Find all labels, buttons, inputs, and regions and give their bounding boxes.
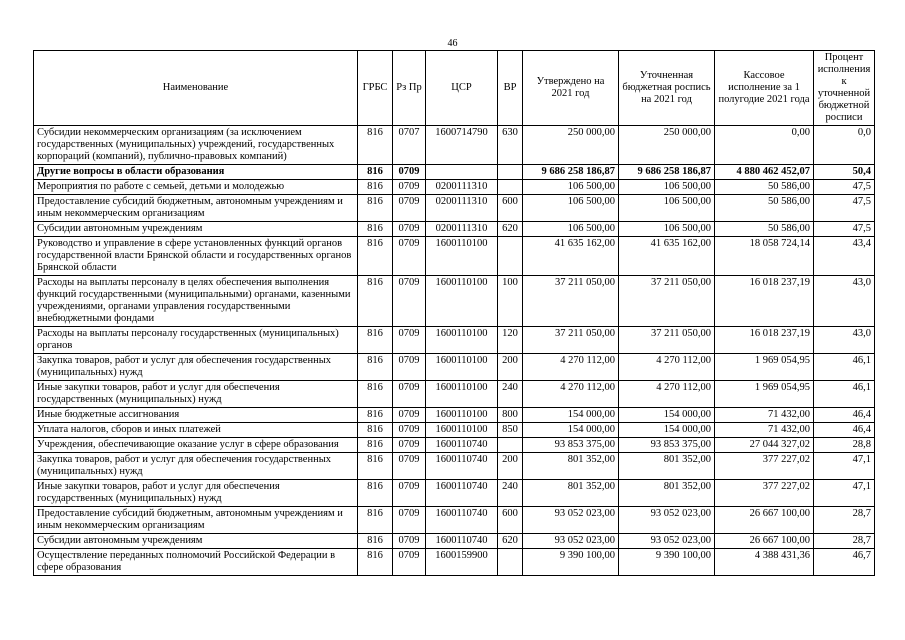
cell-cash: 50 586,00 <box>715 195 814 222</box>
cell-refined: 106 500,00 <box>619 180 715 195</box>
cell-cash: 1 969 054,95 <box>715 381 814 408</box>
cell-approved: 154 000,00 <box>523 408 619 423</box>
cell-name: Субсидии автономным учреждениям <box>34 222 358 237</box>
header-name: Наименование <box>34 51 358 126</box>
cell-percent: 0,0 <box>814 126 875 165</box>
table-row <box>34 354 875 381</box>
cell-refined: 250 000,00 <box>619 126 715 165</box>
header-csr: ЦСР <box>426 51 498 126</box>
cell-name: Руководство и управление в сфере установленных функций органов государственной власти Брянской области и государственных органов Брянской области <box>34 237 358 276</box>
cell-cash: 71 432,00 <box>715 423 814 438</box>
cell-cash: 18 058 724,14 <box>715 237 814 276</box>
header-vr: ВР <box>498 51 523 126</box>
cell-vr: 620 <box>498 222 523 237</box>
cell-rzpr: 0709 <box>393 408 426 423</box>
cell-approved: 9 686 258 186,87 <box>523 165 619 180</box>
cell-rzpr: 0709 <box>393 354 426 381</box>
table-row <box>34 276 875 327</box>
cell-vr: 200 <box>498 354 523 381</box>
table-row <box>34 480 875 507</box>
cell-vr: 800 <box>498 408 523 423</box>
cell-name: Мероприятия по работе с семьей, детьми и молодежью <box>34 180 358 195</box>
header-percent: Процент исполнения к уточненной бюджетной росписи <box>814 51 875 126</box>
cell-csr: 1600110740 <box>426 453 498 480</box>
cell-cash: 377 227,02 <box>715 480 814 507</box>
cell-cash: 26 667 100,00 <box>715 507 814 534</box>
cell-percent: 46,1 <box>814 381 875 408</box>
cell-name: Субсидии автономным учреждениям <box>34 534 358 549</box>
cell-vr: 850 <box>498 423 523 438</box>
cell-cash: 4 388 431,36 <box>715 549 814 576</box>
cell-rzpr: 0709 <box>393 276 426 327</box>
cell-percent: 43,0 <box>814 327 875 354</box>
cell-csr: 1600110100 <box>426 381 498 408</box>
cell-vr <box>498 180 523 195</box>
cell-vr: 240 <box>498 381 523 408</box>
cell-refined: 9 390 100,00 <box>619 549 715 576</box>
cell-grbs: 816 <box>358 195 393 222</box>
cell-percent: 46,7 <box>814 549 875 576</box>
cell-rzpr: 0709 <box>393 180 426 195</box>
cell-refined: 106 500,00 <box>619 222 715 237</box>
cell-rzpr: 0709 <box>393 423 426 438</box>
cell-rzpr: 0709 <box>393 381 426 408</box>
cell-cash: 1 969 054,95 <box>715 354 814 381</box>
cell-csr: 1600110740 <box>426 507 498 534</box>
cell-approved: 801 352,00 <box>523 480 619 507</box>
cell-name: Иные закупки товаров, работ и услуг для обеспечения государственных (муниципальных) нужд <box>34 381 358 408</box>
table-row <box>34 507 875 534</box>
table-row <box>34 195 875 222</box>
cell-vr: 240 <box>498 480 523 507</box>
cell-vr <box>498 237 523 276</box>
table-row <box>34 237 875 276</box>
cell-name: Закупка товаров, работ и услуг для обеспечения государственных (муниципальных) нужд <box>34 354 358 381</box>
cell-refined: 801 352,00 <box>619 480 715 507</box>
cell-cash: 50 586,00 <box>715 222 814 237</box>
cell-cash: 26 667 100,00 <box>715 534 814 549</box>
cell-name: Учреждения, обеспечивающие оказание услуг в сфере образования <box>34 438 358 453</box>
cell-vr: 120 <box>498 327 523 354</box>
table-row <box>34 222 875 237</box>
cell-name: Закупка товаров, работ и услуг для обеспечения государственных (муниципальных) нужд <box>34 453 358 480</box>
cell-rzpr: 0709 <box>393 549 426 576</box>
cell-rzpr: 0709 <box>393 480 426 507</box>
cell-cash: 71 432,00 <box>715 408 814 423</box>
cell-percent: 46,4 <box>814 408 875 423</box>
cell-rzpr: 0709 <box>393 195 426 222</box>
table-row <box>34 438 875 453</box>
cell-csr: 1600110100 <box>426 423 498 438</box>
cell-grbs: 816 <box>358 276 393 327</box>
cell-rzpr: 0709 <box>393 507 426 534</box>
cell-refined: 93 853 375,00 <box>619 438 715 453</box>
cell-percent: 28,7 <box>814 534 875 549</box>
cell-vr <box>498 165 523 180</box>
cell-percent: 50,4 <box>814 165 875 180</box>
cell-name: Расходы на выплаты персоналу в целях обеспечения выполнения функций государственными (муниципальными) органами, казенными учреждениями, органами управления государственными внебюджетными фондами <box>34 276 358 327</box>
cell-grbs: 816 <box>358 165 393 180</box>
table-body <box>34 126 875 576</box>
cell-name: Предоставление субсидий бюджетным, автономным учреждениям и иным некоммерческим организациям <box>34 195 358 222</box>
cell-refined: 9 686 258 186,87 <box>619 165 715 180</box>
cell-approved: 154 000,00 <box>523 423 619 438</box>
cell-grbs: 816 <box>358 423 393 438</box>
cell-grbs: 816 <box>358 180 393 195</box>
cell-approved: 93 853 375,00 <box>523 438 619 453</box>
cell-percent: 43,0 <box>814 276 875 327</box>
cell-refined: 41 635 162,00 <box>619 237 715 276</box>
cell-rzpr: 0709 <box>393 222 426 237</box>
cell-cash: 4 880 462 452,07 <box>715 165 814 180</box>
cell-csr <box>426 165 498 180</box>
cell-rzpr: 0709 <box>393 237 426 276</box>
cell-grbs: 816 <box>358 354 393 381</box>
cell-approved: 9 390 100,00 <box>523 549 619 576</box>
cell-refined: 93 052 023,00 <box>619 507 715 534</box>
cell-approved: 41 635 162,00 <box>523 237 619 276</box>
cell-percent: 46,4 <box>814 423 875 438</box>
cell-grbs: 816 <box>358 126 393 165</box>
cell-grbs: 816 <box>358 237 393 276</box>
cell-refined: 4 270 112,00 <box>619 354 715 381</box>
table-row <box>34 327 875 354</box>
cell-csr: 1600110740 <box>426 534 498 549</box>
cell-grbs: 816 <box>358 549 393 576</box>
cell-vr: 600 <box>498 195 523 222</box>
cell-percent: 47,1 <box>814 453 875 480</box>
cell-name: Другие вопросы в области образования <box>34 165 358 180</box>
cell-refined: 154 000,00 <box>619 423 715 438</box>
cell-approved: 106 500,00 <box>523 180 619 195</box>
cell-approved: 37 211 050,00 <box>523 276 619 327</box>
table-row <box>34 423 875 438</box>
cell-refined: 37 211 050,00 <box>619 327 715 354</box>
table-row <box>34 534 875 549</box>
cell-cash: 50 586,00 <box>715 180 814 195</box>
table-row <box>34 165 875 180</box>
cell-refined: 154 000,00 <box>619 408 715 423</box>
cell-csr: 1600110100 <box>426 276 498 327</box>
cell-csr: 1600110100 <box>426 354 498 381</box>
cell-approved: 37 211 050,00 <box>523 327 619 354</box>
cell-grbs: 816 <box>358 381 393 408</box>
cell-cash: 16 018 237,19 <box>715 327 814 354</box>
cell-rzpr: 0709 <box>393 534 426 549</box>
cell-vr <box>498 438 523 453</box>
cell-vr: 600 <box>498 507 523 534</box>
cell-cash: 377 227,02 <box>715 453 814 480</box>
cell-percent: 47,5 <box>814 180 875 195</box>
cell-csr: 0200111310 <box>426 180 498 195</box>
cell-grbs: 816 <box>358 507 393 534</box>
table-row <box>34 453 875 480</box>
header-cash: Кассовое исполнение за 1 полугодие 2021 года <box>715 51 814 126</box>
cell-cash: 16 018 237,19 <box>715 276 814 327</box>
budget-table <box>33 50 875 576</box>
cell-name: Осуществление переданных полномочий Российской Федерации в сфере образования <box>34 549 358 576</box>
table-row <box>34 408 875 423</box>
cell-csr: 1600110100 <box>426 408 498 423</box>
cell-approved: 801 352,00 <box>523 453 619 480</box>
cell-cash: 27 044 327,02 <box>715 438 814 453</box>
cell-percent: 28,8 <box>814 438 875 453</box>
cell-percent: 47,1 <box>814 480 875 507</box>
cell-approved: 106 500,00 <box>523 195 619 222</box>
cell-csr: 1600714790 <box>426 126 498 165</box>
cell-refined: 93 052 023,00 <box>619 534 715 549</box>
cell-refined: 4 270 112,00 <box>619 381 715 408</box>
cell-approved: 4 270 112,00 <box>523 354 619 381</box>
cell-rzpr: 0709 <box>393 453 426 480</box>
cell-approved: 4 270 112,00 <box>523 381 619 408</box>
cell-percent: 43,4 <box>814 237 875 276</box>
table-row <box>34 549 875 576</box>
cell-csr: 0200111310 <box>426 222 498 237</box>
cell-vr: 100 <box>498 276 523 327</box>
cell-csr: 1600159900 <box>426 549 498 576</box>
cell-grbs: 816 <box>358 453 393 480</box>
cell-rzpr: 0709 <box>393 438 426 453</box>
cell-refined: 37 211 050,00 <box>619 276 715 327</box>
cell-csr: 1600110100 <box>426 327 498 354</box>
cell-name: Расходы на выплаты персоналу государственных (муниципальных) органов <box>34 327 358 354</box>
header-approved: Утверждено на 2021 год <box>523 51 619 126</box>
cell-cash: 0,00 <box>715 126 814 165</box>
cell-name: Иные закупки товаров, работ и услуг для обеспечения государственных (муниципальных) нужд <box>34 480 358 507</box>
page-number: 46 <box>447 38 458 49</box>
cell-csr: 1600110100 <box>426 237 498 276</box>
header-grbs: ГРБС <box>358 51 393 126</box>
cell-vr: 200 <box>498 453 523 480</box>
cell-refined: 106 500,00 <box>619 195 715 222</box>
cell-csr: 1600110740 <box>426 438 498 453</box>
header-refined: Уточненная бюджетная роспись на 2021 год <box>619 51 715 126</box>
cell-grbs: 816 <box>358 480 393 507</box>
cell-approved: 106 500,00 <box>523 222 619 237</box>
cell-rzpr: 0707 <box>393 126 426 165</box>
cell-percent: 46,1 <box>814 354 875 381</box>
cell-grbs: 816 <box>358 534 393 549</box>
cell-grbs: 816 <box>358 222 393 237</box>
cell-csr: 0200111310 <box>426 195 498 222</box>
cell-name: Субсидии некоммерческим организациям (за исключением государственных (муниципальных) учреждений, государственных корпораций (компаний), публично-правовых компаний) <box>34 126 358 165</box>
cell-approved: 93 052 023,00 <box>523 534 619 549</box>
cell-percent: 47,5 <box>814 195 875 222</box>
header-rzpr: Рз Пр <box>393 51 426 126</box>
cell-approved: 93 052 023,00 <box>523 507 619 534</box>
cell-vr: 630 <box>498 126 523 165</box>
cell-vr <box>498 549 523 576</box>
table-header-row <box>34 51 875 126</box>
cell-name: Уплата налогов, сборов и иных платежей <box>34 423 358 438</box>
cell-grbs: 816 <box>358 438 393 453</box>
table-row <box>34 180 875 195</box>
cell-rzpr: 0709 <box>393 165 426 180</box>
cell-rzpr: 0709 <box>393 327 426 354</box>
cell-grbs: 816 <box>358 327 393 354</box>
cell-vr: 620 <box>498 534 523 549</box>
cell-percent: 47,5 <box>814 222 875 237</box>
cell-name: Предоставление субсидий бюджетным, автономным учреждениям и иным некоммерческим организациям <box>34 507 358 534</box>
cell-grbs: 816 <box>358 408 393 423</box>
cell-percent: 28,7 <box>814 507 875 534</box>
cell-name: Иные бюджетные ассигнования <box>34 408 358 423</box>
table-row <box>34 126 875 165</box>
cell-csr: 1600110740 <box>426 480 498 507</box>
table-row <box>34 381 875 408</box>
cell-refined: 801 352,00 <box>619 453 715 480</box>
cell-approved: 250 000,00 <box>523 126 619 165</box>
